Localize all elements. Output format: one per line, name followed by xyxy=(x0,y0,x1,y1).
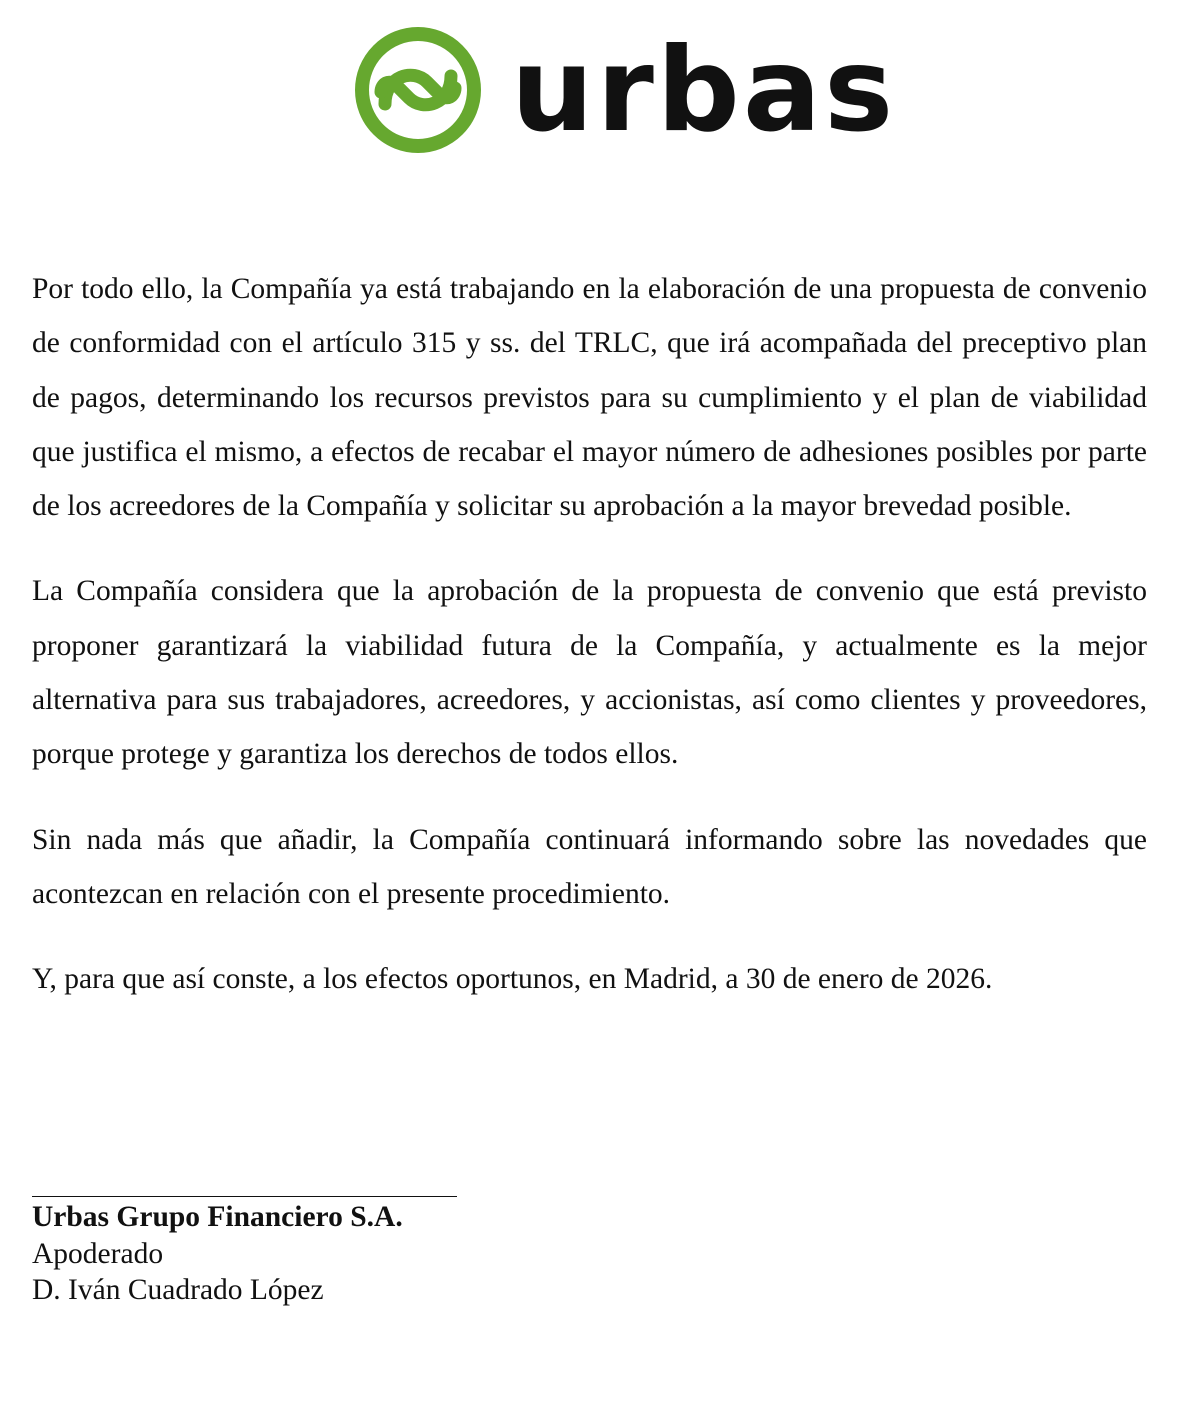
urbas-logo xyxy=(355,23,897,158)
signature-company: Urbas Grupo Financiero S.A. xyxy=(32,1201,403,1233)
signature-role: Apoderado xyxy=(32,1237,164,1270)
urbas-logo-graphic xyxy=(355,23,897,158)
logo-wordmark: urbas xyxy=(511,23,897,158)
signature-line xyxy=(32,1196,457,1197)
paragraph-4: Y, para que así conste, a los efectos oportunos, en Madrid, a 30 de enero de 2026. xyxy=(32,963,993,996)
paragraph-1: Por todo ello, la Compañía ya está trabajando en la elaboración de una propuesta de convenio de conformidad con el artículo 315 y ss. del TRLC, que irá acompañada del preceptivo plan de pagos, determinando los recursos previstos para su cumplimiento y el plan de viabilidad que justifica el mismo, a efectos de recabar el mayor número de adhesiones posibles por parte de los acreedores de la Compañía y solicitar su aprobación a la mayor brevedad posible. xyxy=(32,273,1147,523)
paragraph-3: Sin nada más que añadir, la Compañía continuará informando sobre las novedades que acontezcan en relación con el presente procedimiento. xyxy=(32,823,1147,910)
signature-name: D. Iván Cuadrado López xyxy=(32,1274,324,1306)
paragraph-2: La Compañía considera que la aprobación de la propuesta de convenio que está previsto proponer garantizará la viabilidad futura de la Compañía, y actualmente es la mejor alternativa para sus trabajadores, acreedores, y accionistas, así como clientes y proveedores, porque protege y garantiza los derechos de todos ellos. xyxy=(32,575,1147,771)
letter-body xyxy=(32,262,1147,1038)
signature-block xyxy=(32,1196,732,1309)
